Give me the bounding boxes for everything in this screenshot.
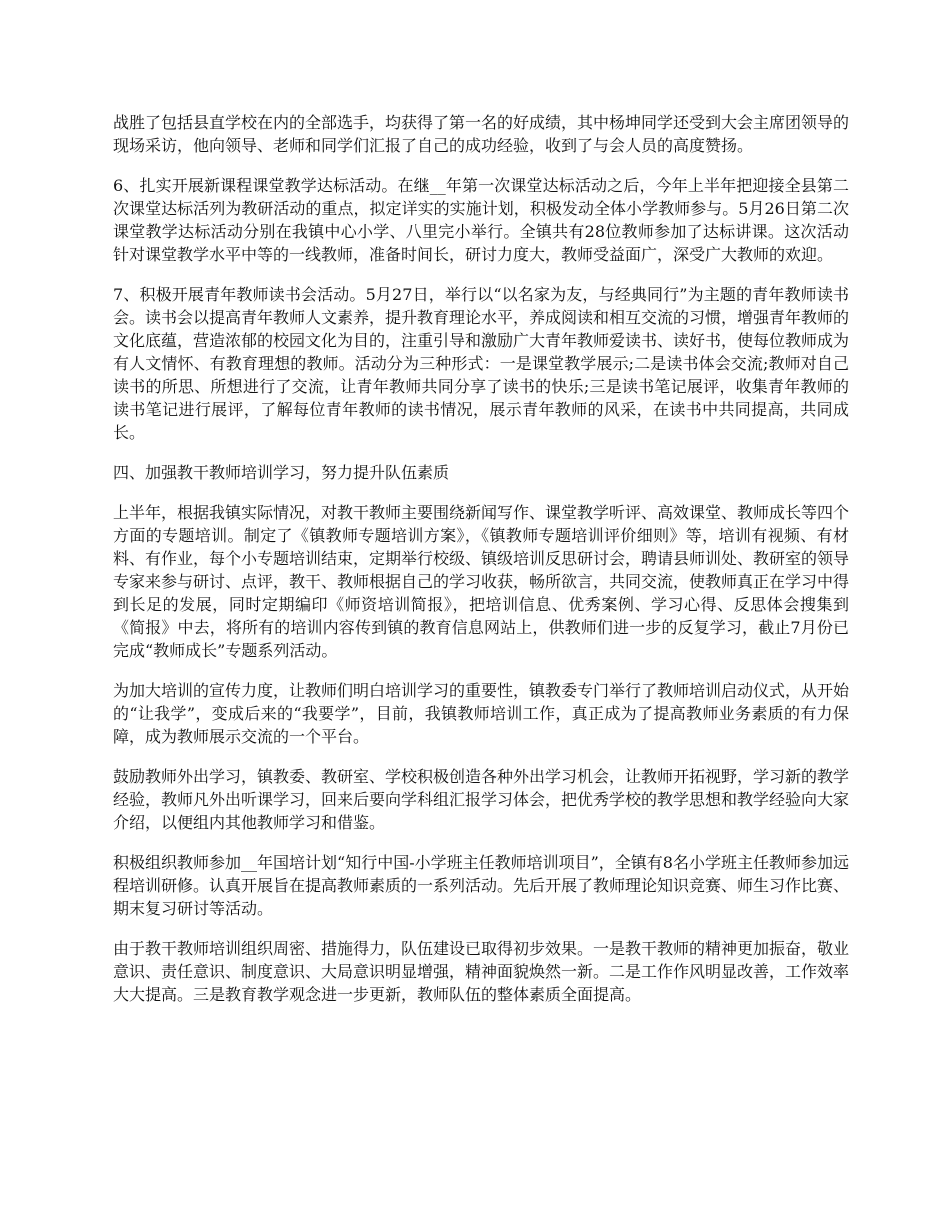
section-heading-4: 四、加强教干教师培训学习，努力提升队伍素质 xyxy=(113,463,450,482)
paragraph-item-6: 6、扎实开展新课程课堂教学达标活动。在继__年第一次课堂达标活动之后，今年上半年把迎接全县第二次课堂达标活列为教研活动的重点，拟定详实的实施计划，积极发动全体小学教师参与。5月26日第二次课堂教学达标活动分别在我镇中心小学、八里完小举行。全镇共有28位教师参加了达标讲课。这次活动针对课堂教学水平中等的一线教师，准备时间长，研讨力度大，教师受益面广，深受广大教师的欢迎。 xyxy=(113,176,849,264)
paragraph-publicity: 为加大培训的宣传力度，让教师们明白培训学习的重要性，镇教委专门举行了教师培训启动仪式，从开始的“让我学”，变成后来的“我要学”，目前，我镇教师培训工作，真正成为了提高教师业务素质的有力保障，成为教师展示交流的一个平台。 xyxy=(113,681,850,746)
document-body xyxy=(113,111,849,1023)
paragraph-training: 上半年，根据我镇实际情况，对教干教师主要围绕新闻写作、课堂教学听评、高效课堂、教师成长等四个方面的专题培训。制定了《镇教师专题培训方案》，《镇教师专题培训评价细则》等，培训有视频、有材料、有作业，每个小专题培训结束，定期举行校级、镇级培训反思研讨会，聘请县师训处、教研室的领导专家来参与研讨、点评，教干、教师根据自己的学习收获，畅所欲言，共同交流，使教师真正在学习中得到长足的发展，同时定期编印《师资培训简报》，把培训信息、优秀案例、学习心得、反思体会搜集到《简报》中去，将所有的培训内容传到镇的教育信息网站上，供教师们进一步的反复学习，截止7月份已完成“教师成长”专题系列活动。 xyxy=(113,503,850,660)
paragraph-external-learning: 鼓励教师外出学习，镇教委、教研室、学校积极创造各种外出学习机会，让教师开拓视野，学习新的教学经验，教师凡外出听课学习，回来后要向学科组汇报学习体会，把优秀学校的教学思想和教学经验向大家介绍，以便组内其他教师学习和借鉴。 xyxy=(113,767,850,832)
paragraph-item-7: 7、积极开展青年教师读书会活动。5月27日，举行以“以名家为友，与经典同行”为主题的青年教师读书会。读书会以提高青年教师人文素养，提升教育理论水平，养成阅读和相互交流的习惯，增强青年教师的文化底蕴，营造浓郁的校园文化为目的，注重引导和激励广大青年教师爱读书、读好书，使每位教师成为有人文情怀、有教育理想的教师。活动分为三种形式：一是课堂教学展示;二是读书体会交流;教师对自己读书的所思、所想进行了交流，让青年教师共同分享了读书的快乐;三是读书笔记展评，收集青年教师的读书笔记进行展评，了解每位青年教师的读书情况，展示青年教师的风采，在读书中共同提高，共同成长。 xyxy=(113,285,850,442)
paragraph-results: 由于教干教师培训组织周密、措施得力，队伍建设已取得初步效果。一是教干教师的精神更加振奋，敬业意识、责任意识、制度意识、大局意识明显增强，精神面貌焕然一新。二是工作作风明显改善，工作效率大大提高。三是教育教学观念进一步更新，教师队伍的整体素质全面提高。 xyxy=(113,939,850,1004)
paragraph-national-training: 积极组织教师参加__年国培计划“知行中国-小学班主任教师培训项目”，全镇有8名小学班主任教师参加远程培训研修。认真开展旨在提高教师素质的一系列活动。先后开展了教师理论知识竞赛、师生习作比赛、期末复习研讨等活动。 xyxy=(113,853,850,918)
paragraph-result: 战胜了包括县直学校在内的全部选手，均获得了第一名的好成绩，其中杨坤同学还受到大会主席团领导的现场采访，他向领导、老师和同学们汇报了自己的成功经验，收到了与会人员的高度赞扬。 xyxy=(113,113,850,155)
